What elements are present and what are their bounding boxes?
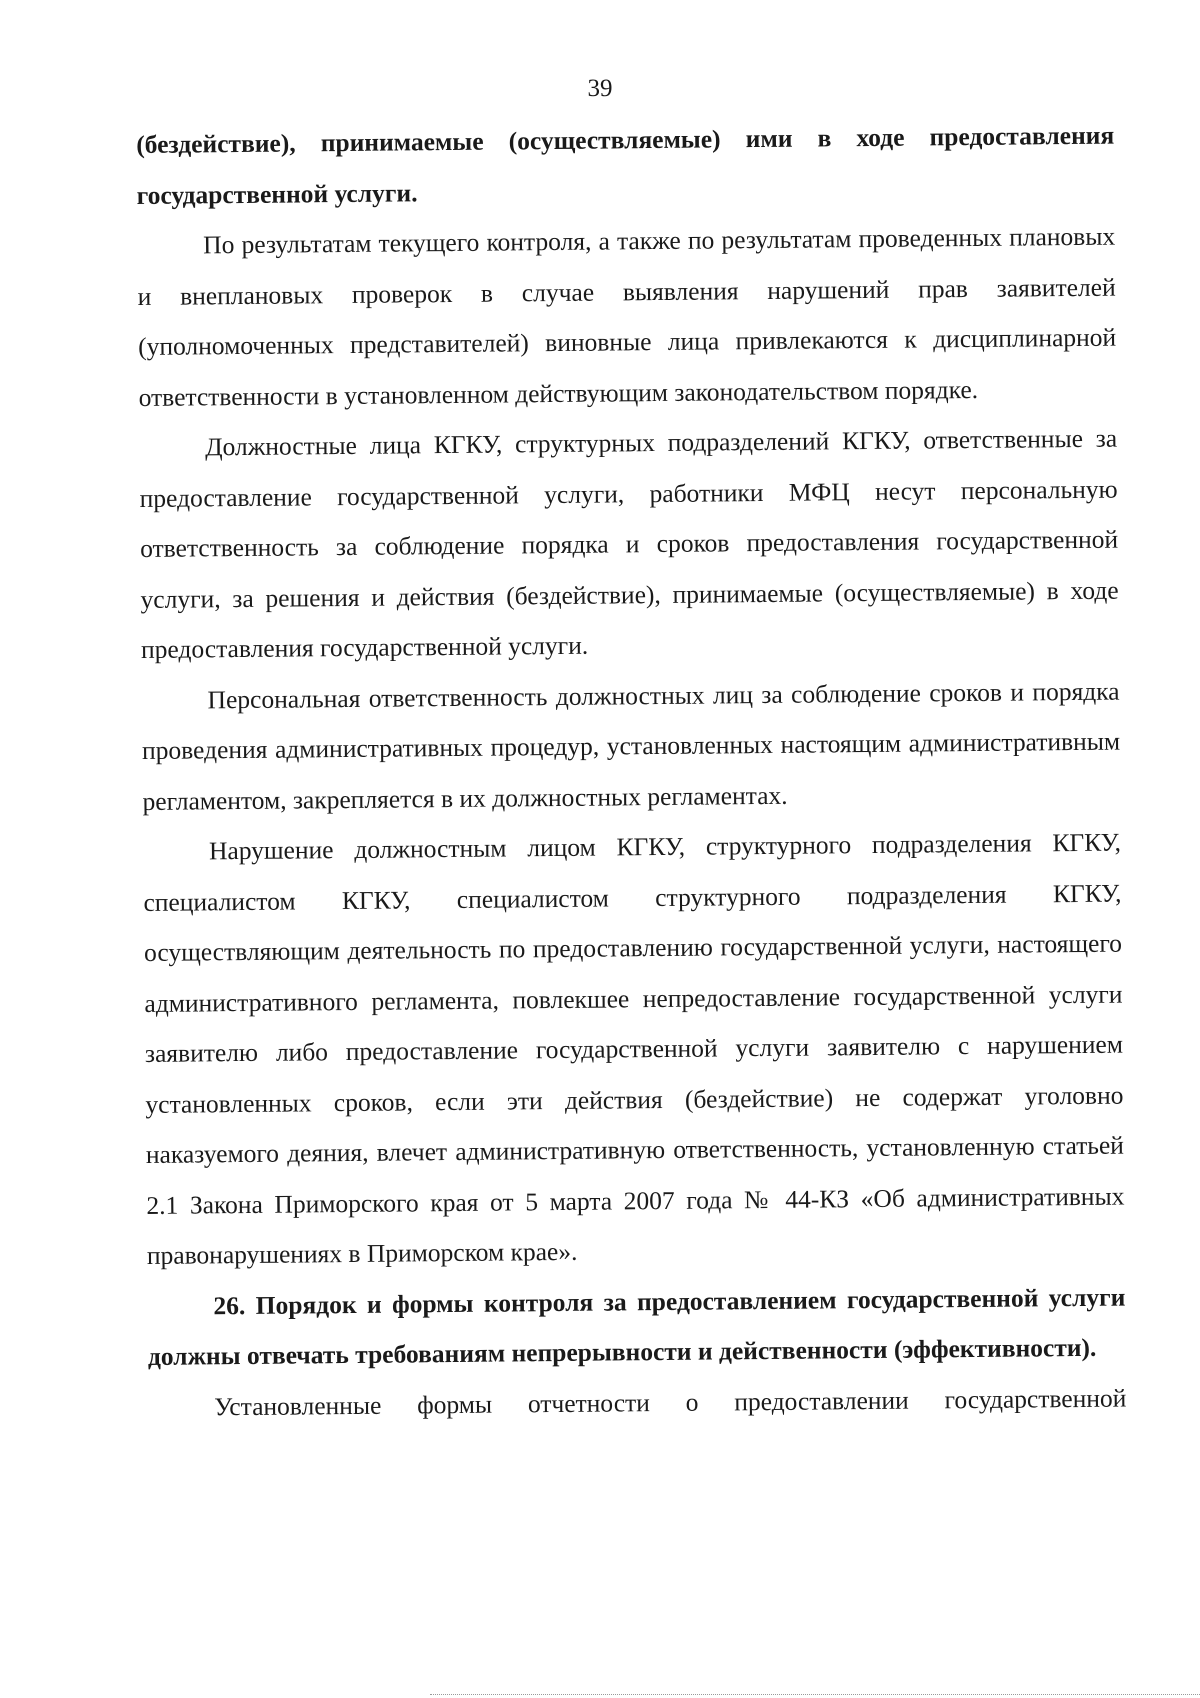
paragraph-disciplinary-responsibility: По результатам текущего контроля, а также по результатам проведенных плановых и внеплановых проверок в случае выявления нарушений прав заявителей (уполномоченных представителей) виновные лица привлекаются к дисциплинарной ответственности в установленном действующим законодательством порядке. [137,221,1117,412]
paragraph-job-regulations: Персональная ответственность должностных лиц за соблюдение сроков и порядка проведения административных процедур, установленных настоящим административным регламентом, закрепляется в их должностных регламентах. [141,676,1121,816]
paragraph-officials-personal-responsibility: Должностные лица КГКУ, структурных подразделений КГКУ, ответственные за предоставление государственной услуги, работники МФЦ несут персональную ответственность за соблюдение порядка и сроков предоставления государственной услуги, за решения и действия (бездействие), принимаемые (осуществляемые) в ходе предоставления государственной услуги. [139,423,1119,664]
paragraph-reporting-forms: Установленные формы отчетности о предоставлении государственной [214,1383,1127,1421]
paragraph-administrative-liability: Нарушение должностным лицом КГКУ, структурного подразделения КГКУ, специалистом КГКУ, специалистом структурного подразделения КГКУ, осуществляющим деятельность по предоставлению государственной услуги, настоящего административного регламента, повлекшее непредоставление государственной услуги заявителю либо предоставление государственной услуги заявителю с нарушением установленных сроков, если эти действия (бездействие) не содержат уголовно наказуемого деяния, влечет административную ответственность, установленную статьей 2.1 Закона Приморского края от 5 марта 2007 года № 44-КЗ «Об административных правонарушениях в Приморском крае». [143,827,1125,1270]
scan-edge-line [430,1694,1200,1695]
page-number: 39 [587,75,613,102]
section-heading-continuation: (бездействие), принимаемые (осуществляемые) ими в ходе предоставления государственной услуги. [136,120,1115,210]
section-26-heading: 26. Порядок и формы контроля за предоставлением государственной услуги должны отвечать требованиям непрерывности и действенности (эффективности). [147,1282,1126,1371]
document-body [136,111,1127,1433]
